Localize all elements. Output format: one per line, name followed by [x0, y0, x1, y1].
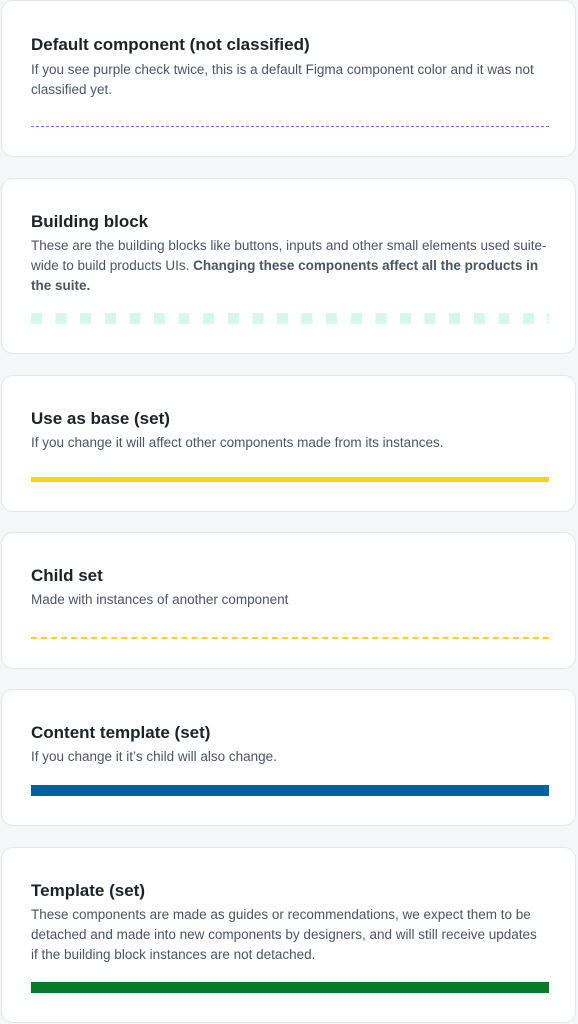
green-solid-line-sample: [31, 982, 549, 993]
card-default-component: [1, 0, 576, 157]
card-title: Use as base (set): [31, 409, 170, 428]
card-child-set: [1, 532, 576, 669]
card-description: [31, 236, 547, 296]
card-description-bold: Changing these components affect all the products in the suite.: [31, 258, 539, 293]
card-description: These components are made as guides or recommendations, we expect them to be detached and made into new components by designers, and will still receive updates if the building block instances are not detached.: [31, 907, 537, 962]
card-title: Default component (not classified): [31, 35, 310, 54]
mint-dashed-line-sample: [31, 313, 549, 324]
purple-dashed-line-sample: [31, 126, 549, 127]
card-description-text: These are the building blocks like buttons, inputs and other small elements used suite-wide to build products UIs.: [31, 238, 547, 273]
blue-solid-line-sample: [31, 785, 549, 796]
card-content-template: [1, 689, 576, 826]
card-description: If you see purple check twice, this is a default Figma component color and it was not classified yet.: [31, 62, 534, 97]
card-template: [1, 847, 576, 1023]
card-title: Content template (set): [31, 723, 211, 742]
yellow-dashed-line-sample: [31, 637, 549, 639]
card-description: If you change it will affect other components made from its instances.: [31, 435, 444, 450]
card-building-block: [1, 178, 576, 354]
card-title: Template (set): [31, 881, 145, 900]
card-description: Made with instances of another component: [31, 592, 289, 607]
card-title: Child set: [31, 566, 103, 585]
card-description: If you change it it’s child will also change.: [31, 749, 277, 764]
card-title: Building block: [31, 212, 149, 231]
card-use-as-base: [1, 375, 576, 512]
yellow-solid-line-sample: [31, 477, 549, 482]
